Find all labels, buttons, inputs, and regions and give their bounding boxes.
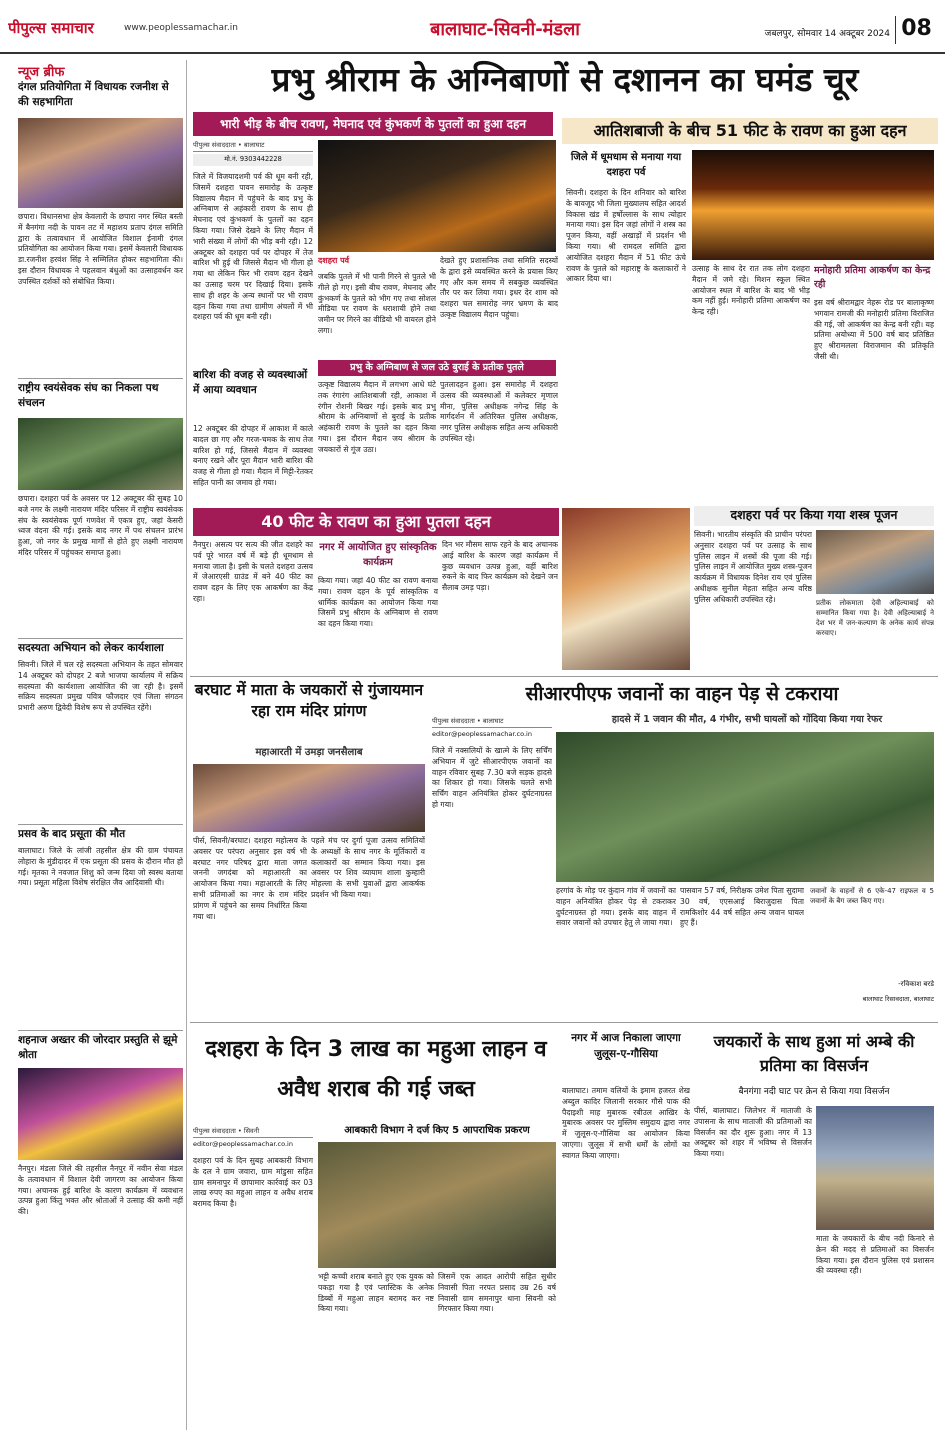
brief-headline-3: सदस्यता अभियान को लेकर कार्यशाला [18, 638, 183, 656]
ravan40-body3: दिन भर मौसम साफ रहने के बाद अचानक आई बारिश के कारण जहां कार्यक्रम में कुछ व्यवधान उत्पन्न हुआ, वहीं बारिश रुकने के बाद फिर कार्यक्रम को देखने जन सैलाब उमड़ पड़ा। [442, 540, 558, 593]
ravan40-body2: किया गया। जहां 40 फीट का रावण बनाया गया। रावण दहन के पूर्व सांस्कृतिक व धार्मिक कार्यक्रम का आयोजन किया गया जिसमें प्रभु श्रीराम के अग्निबाण से रावण का दहन किया गया। [318, 576, 438, 629]
ravan40-headline: 40 फीट के रावण का हुआ पुतला दहन [193, 508, 559, 536]
lead-sub2-banner: प्रभु के अग्निबाण से जल उठे बुराई के प्रतीक पुतले [318, 360, 556, 376]
ram-mandir-kicker: महाआरती में उमड़ा जनसैलाब [255, 747, 363, 758]
lead-subhead-banner: भारी भीड़ के बीच रावण, मेघनाद एवं कुंभकर्ण के पुतलों का हुआ दहन [193, 112, 553, 136]
liquor-headline: दशहरा के दिन 3 लाख का महुआ लाहन व अवैध शराब की गई जब्त [205, 1037, 547, 1102]
crpf-email[interactable]: editor@peoplessamachar.co.in [432, 730, 532, 738]
shastra-headline: दशहरा पर्व पर किया गया शस्त्र पूजन [694, 506, 934, 526]
julus-headline: नगर में आज निकाला जाएगा जुलूस-ए-गौसिया [571, 1032, 681, 1060]
crpf-photo [556, 732, 934, 882]
liquor-photo [318, 1142, 556, 1268]
shastra-caption: प्रतीक लोकमाता देवी अहिल्याबाई को सम्मानित किया गया है। देवी अहिल्याबाई ने देश भर में जन-कल्याण के अनेक कार्य संपन्न करवाए। [816, 599, 934, 637]
lead-photo-caption: दशहरा पर्व [318, 256, 350, 265]
shastra-photo [816, 530, 934, 594]
liquor-body: दशहरा पर्व के दिन सुबह आबकारी विभाग के दल ने ग्राम जवारा, ग्राम मांडुसा सहित ग्राम समनापुर में छापामार कार्रवाई कर 03 लाख रुपए का महुआ लाहन व अवैध शराब बरामद किया है। [193, 1156, 313, 1209]
newspaper-logo: पीपुल्स समाचार [8, 19, 94, 37]
brief-headline-5: शहनाज अख्तर की जोरदार प्रस्तुति से झूमे श्रोता [18, 1030, 183, 1064]
brief-body-3: सिवनी। जिले में चल रहे सदस्यता अभियान के तहत सोमवार 14 अक्टूबर को दोपहर 2 बजे भाजपा कार्यालय में सक्रिय सदस्यता की कार्यशाला आयोजित की जा रही है। इसमें सक्रिय सदस्यता प्रमुख पवित्र फौजदार एवं जिला संगठन प्रभारी अरुण द्विवेदी विशेष रूप से उपस्थित रहेंगे। [18, 660, 183, 713]
brief-body-1: छपारा। विधानसभा क्षेत्र केवलारी के छपारा नगर स्थित बस्ती में बैनगंगा नदी के पावन तट में महाशय प्रताप दंगल समिति द्वारा के तत्वावधान में आयोजित विशाल ईनामी दंगल प्रतियोगिता का आयोजन किया गया। इसमें केवलारी विधायक डा.रजनीश हरवंश सिंह ने सम्मिलित होकर सहभागिता की। इस दौरान विधायक ने पहलवान बंधुओं का उत्साहवर्धन कर उपस्थित दर्शकों को संबोधित किया। [18, 212, 183, 286]
visarjan-body2: माता के जयकारों के बीच नदी किनारे से क्रेन की मदद से प्रतिमाओं का विसर्जन किया गया। इस दौरान पुलिस एवं प्रशासन की व्यवस्था रही। [816, 1234, 934, 1276]
crpf-caption: जवानों के वाहनों से 6 एके-47 राइफल व 5 जवानों के बैग जब्त किए गए। [810, 887, 934, 905]
fireworks-photo [692, 150, 934, 260]
ram-mandir-body: पीर्स, सिवनी/बरघाट। दशहरा महोत्सव के अवसर पर परंपरा अनुसार इस वर्ष भी बरघाट नगर परिषद द्वारा माता जगत जननी जगदंबा को महाआरती का आयोजन किया गया। महाआरती के लिए सभी प्रतिमाओं का नगर के राम मंदिर प्रांगण में पहुंचने का समय निर्धारित किया गया था। [193, 836, 307, 921]
crpf-signoff2: बालाघाट रिसावदाता, बालाघाट [862, 995, 934, 1003]
visarjan-photo [816, 1106, 934, 1230]
fireworks-headline: आतिशबाजी के बीच 51 फीट के रावण का हुआ दहन [562, 118, 938, 144]
lead-photo [318, 140, 556, 252]
website-url[interactable]: www.peoplessamachar.in [124, 23, 238, 33]
ravan40-kicker: नगर में आयोजित हुए सांस्कृतिक कार्यक्रम [319, 542, 437, 568]
fireworks-body3: इस वर्ष श्रीरामद्वार नेहरू रोड पर बालाकृष्ण भगवान रामजी की मनोहारी प्रतिमा विराजित की गई, जो आकर्षण का केन्द्र बनी रही। यह प्रतिमा अयोध्या में 500 वर्ष बाद प्रतिष्ठित हुए श्रीरामलला विराजमान की प्रतिकृति जैसी थी। [814, 298, 934, 361]
lead-col1: जिले में विजयादशमी पर्व की धूम बनी रही, जिसमें दशहरा पावन समारोह के उत्कृष्ट विद्यालय मैदान में पहुंचने के बाद प्रभु के अग्निबाण से अहंकारी रावण के साथ ही मेघनाद एवं कुंभकर्ण के पुतलों का दहन किया गया। जिसे देखने के लिए मैदान में भारी संख्या में लोगों की भीड़ बनी रही। 12 अक्टूबर को दशहरा पर्व पर दोपहर में तेज बारिश भी हुई थी जिससे मैदान भी गीला हो गया था लेकिन फिर भी रावण दहन देखने का उत्साह चरम पर दिखाई दिया। इसके साथ ही शहर के अन्य स्थानों पर भी रावण दहन किया गया तथा ग्रामीण अंचलों में भी दशहरा पर्व की धूम बनी रही। [193, 172, 313, 322]
brief-photo-2 [18, 418, 183, 490]
brief-body-2: छपारा। दशहरा पर्व के अवसर पर 12 अक्टूबर की सुबह 10 बजे नगर के लक्ष्मी नारायण मंदिर परिसर में राष्ट्रीय स्वयंसेवक संघ के स्वयंसेवक पूर्ण गणवेश में एकत्र हुए, जहां केसरी ध्वज वंदना की गई। इसके बाद नगर में पथ संचलन प्रारंभ हुआ, जो नगर के प्रमुख मार्गों से होते हुए लक्ष्मी नारायण मंदिर परिसर में पहुंचकर समाप्त हुआ। [18, 494, 183, 557]
ram-mandir-photo [193, 764, 425, 832]
news-brief-label: न्यूज ब्रीफ [18, 65, 65, 80]
ravan40-photo [562, 508, 690, 670]
fireworks-sub: मनोहारी प्रतिमा आकर्षण का केन्द्र रही [814, 265, 931, 290]
lead-mobile: मो.नं. 9303442228 [193, 154, 313, 166]
brief-headline-4: प्रसव के बाद प्रसूता की मौत [18, 824, 183, 842]
divider [190, 676, 938, 677]
crpf-byline: पीपुल्स संवाददाता • बालाघाट [432, 716, 552, 728]
crpf-body3: पासवान 57 वर्ष, निरीक्षक उमेश पिता सुदामा 30 वर्ष, एएसआई बिराजुदास पिता रामकिशोर 44 वर्ष सहित अन्य जवान घायल हुए हैं। [680, 886, 804, 928]
lead-headline: प्रभु श्रीराम के अग्निबाणों से दशानन का घमंड चूर [271, 60, 859, 99]
brief-body-4: बालाघाट। जिले के लांजी तहसील क्षेत्र की ग्राम पंचायत लोहारा के मुंडीदादर में एक प्रसूता की प्रसव के दौरान मौत हो गई। मृतका ने नवजात शिशु को जन्म दिया जो स्वस्थ बताया गया। प्रसूता महिला विशेष संरक्षित जैव आदिवासी थी। [18, 846, 183, 888]
lead-col2b: उत्कृष्ट विद्यालय मैदान में लगभग आधे घंटे तक रंगारंग आतिशबाजी रही, आकाश में रंगीन रोशनी बिखर गई। इसके बाद प्रभु श्रीराम के अग्निबाणों से बुराई के प्रतीक अहंकारी रावण के पुतले का दहन किया गया। इस दौरान मैदान जय श्रीराम के जयकारों से गूंज उठा। [318, 380, 436, 454]
ravan40-body: नैनपुर। असत्य पर सत्य की जीत दशहरे का पर्व पूरे भारत वर्ष में बड़े ही धूमधाम से मनाया जाता है। इसी के चलते दशहरा उत्सव में जेआरएसी ग्राउंड में बने 40 फीट का रावण दहन के लिए एक आकर्षण का केंद्र रहा। [193, 540, 313, 603]
page-number: 08 [895, 16, 937, 44]
lead-col3b: पुतलादहन हुआ। इस समारोह में दशहरा उत्सव की व्यवस्थाओं में कलेक्टर मृणाल मीना, पुलिस अधीक्षक नगेन्द्र सिंह के मार्गदर्शन में अतिरिक्त पुलिस अधीक्षक, नगर पुलिस अधीक्षक सहित अन्य अधिकारी उपस्थित रहे। [440, 380, 558, 443]
ram-mandir-headline: बरघाट में माता के जयकारों से गुंजायमान रहा राम मंदिर प्रांगण [194, 681, 424, 720]
visarjan-kicker: बैनगंगा नदी घाट पर क्रेन से किया गया विसर्जन [738, 1087, 890, 1097]
brief-headline-2: राष्ट्रीय स्वयंसेवक संघ का निकला पथ संचलन [18, 378, 183, 412]
lead-col1b: 12 अक्टूबर की दोपहर में आकाश में काले बादल छा गए और गरज-चमक के साथ तेज बारिश हो गई, जिससे मैदान में व्यवस्था बनाए रखने और पूरा मैदान भारी बारिश की वजह से गीला हो गया। मैदान में मिट्टी-रेतकर सहित पानी का जमाव हो गया। [193, 424, 313, 487]
fireworks-kicker: जिले में धूमधाम से मनाया गया दशहरा पर्व [570, 152, 682, 178]
news-brief-column [4, 60, 187, 1430]
brief-photo-1 [18, 118, 183, 208]
liquor-body3: जिसमें एक आदत आरोपी सहित सुधीर निवासी पिता नरपत प्रसाद उम्र 26 वर्ष निवासी ग्राम समनापुर थाना सिवनी को गिरफ्तार किया गया। [438, 1272, 556, 1314]
brief-headline-1: दंगल प्रतियोगिता में विधायक रजनीश से की सहभागिता [18, 81, 169, 108]
masthead [0, 0, 945, 54]
crpf-signoff: -रविकाश बरडे [898, 980, 934, 988]
section-title: बालाघाट-सिवनी-मंडला [430, 19, 580, 40]
fireworks-body: सिवनी। दशहरा के दिन शनिवार को बारिश के बावजूद भी जिला मुख्यालय सहित आदर्श विकास खंड में हर्षोल्लास के साथ त्योहार मनाया गया। इस दिन जहां लोगों ने शस्त्र का पूजन किया, वहीं अखाड़ों में प्रदर्शन भी किया गया। श्री रामदल समिति द्वारा आयोजित दशहरा मैदान में 51 फीट ऊंचे रावण के पुतले को महाराष्ट्र के कलाकारों ने आकार दिया था। [566, 188, 686, 284]
visarjan-headline: जयकारों के साथ हुआ मां अम्बे की प्रतिमा का विसर्जन [713, 1032, 915, 1075]
lead-byline: पीपुल्स संवाददाता • बालाघाट [193, 140, 313, 152]
crpf-body: जिले में नक्सलियों के खात्मे के लिए सर्चिंग अभियान में जुटे सीआरपीएफ जवानों का वाहन रविवार सुबह 7.30 बजे सड़क हादसे का शिकार हो गया। जिसके चलते सभी सर्चिंग वाहन अनियंत्रित होकर दुर्घटनाग्रस्त हो गया। [432, 746, 552, 809]
dateline: जबलपुर, सोमवार 14 अक्टूबर 2024 [764, 29, 890, 39]
liquor-byline: पीपुल्स संवाददाता • सिवनी [193, 1126, 313, 1138]
crpf-headline: सीआरपीएफ जवानों का वाहन पेड़ से टकराया [525, 683, 839, 705]
divider [190, 1022, 938, 1023]
crpf-kicker: हादसे में 1 जवान की मौत, 4 गंभीर, सभी घायलों को गोंदिया किया गया रेफर [611, 714, 883, 725]
lead-sub1: बारिश की वजह से व्यवस्थाओं में आया व्यवधान [193, 369, 308, 396]
liquor-body2: भट्टी कच्ची शराब बनाते हुए एक युवक को पकड़ा गया है एवं प्लास्टिक के अनेक डिब्बों में महुआ लाहन बरामद कर नष्ट किया गया। [318, 1272, 434, 1314]
brief-photo-5 [18, 1068, 183, 1160]
liquor-email[interactable]: editor@peoplessamachar.co.in [193, 1140, 293, 1148]
julus-body: बालाघाट। तमाम वलियों के इमाम हजरत शेख अब्दुल कादिर जिलानी सरकार गौसे पाक की पैदाइशी माह मुबारक रबीउल आखिर के मुबारक अवसर पर मुस्लिम समुदाय द्वारा नगर में जुलूस-ए-गौसिया का आयोजन किया जाएगा। जुलूस में सभी धर्मों के लोगों का स्वागत किया जाएगा। [562, 1086, 690, 1160]
lead-col3: देखते हुए प्रशासनिक तथा समिति सदस्यों के द्वारा इसे व्यवस्थित करने के प्रयास किए गए और कम समय में सबकुछ व्यवस्थित तौर पर कर लिया गया। इधर देर शाम को दशहरा चल समारोह नगर भ्रमण के बाद उत्कृष्ट विद्यालय मैदान पहुंचा। [440, 256, 558, 319]
lead-col2: जबकि पुतले में भी पानी गिरने से पुतले भी गीले हो गए। इसी बीच रावण, मेघनाद और कुंभकर्ण के पुतले को भीग गए तथा सोशल मीडिया पर रावण के धराशायी होने तथा जमीन पर गिरने का वीडियो भी वायरल होने लगा। [318, 272, 436, 335]
crpf-body2: हरगांव के मोड़ पर कुंदान गांव में जवानों का वाहन अनियंत्रित होकर पेड़ से टकराकर दुर्घटनाग्रस्त हो गया। इसके बाद वाहन में सवार जवानों को उपचार हेतु ले जाया गया। [556, 886, 676, 928]
brief-body-5: नैनपुर। मंडला जिले की तहसील नैनपुर में नवीन सेवा मंडल के तत्वावधान में विशाल देवी जागरण का आयोजन किया गया। अचानक हुई बारिश के कारण कार्यक्रम में व्यवधान उत्पन्न हुआ किंतु भक्त और श्रोताओं ने उत्साह की कमी नहीं की। [18, 1164, 183, 1217]
shastra-body: सिवनी। भारतीय संस्कृति की प्राचीन परंपरा अनुसार दशहरा पर्व पर उत्साह के साथ पुलिस लाइन में शस्त्रों की पूजा की गई। पुलिस लाइन में आयोजित मुख्य शस्त्र-पूजन कार्यक्रम में विधायक दिनेश राय एवं पुलिस अधीक्षक सुनील मेहता सहित अन्य वरिष्ठ पुलिस अधिकारी उपस्थित रहे। [694, 530, 812, 604]
ram-mandir-body2: पहले मंच पर दुर्गा पूजा उत्सव समितियों के अध्यक्षों के साथ नगर के मूर्तिकारों व कलाकारों का सम्मान किया गया। इस अवसर पर शिव व्यायाम शाला कुम्हारी मोहल्ला के सभी युवाओं द्वारा आकर्षक प्रदर्शन भी किया गया। [311, 836, 425, 899]
liquor-kicker: आबकारी विभाग ने दर्ज किए 5 आपराधिक प्रकरण [344, 1125, 530, 1136]
fireworks-body2: उत्साह के साथ देर रात तक लोग दशहरा मैदान में जमे रहे। मिशन स्कूल स्थित आयोजन स्थल में बारिश के बाद भी भीड़ कम नहीं हुई। मनोहारी प्रतिमा आकर्षण का केन्द्र रही। [692, 264, 810, 317]
visarjan-body: पीर्स, बालाघाट। जिलेभर में माताजी के उपासना के साथ माताजी की प्रतिमाओं का विसर्जन का दौर शुरू हुआ। नगर में 13 अक्टूबर को शहर में भविष्य से विसर्जन किया गया। [694, 1106, 812, 1159]
